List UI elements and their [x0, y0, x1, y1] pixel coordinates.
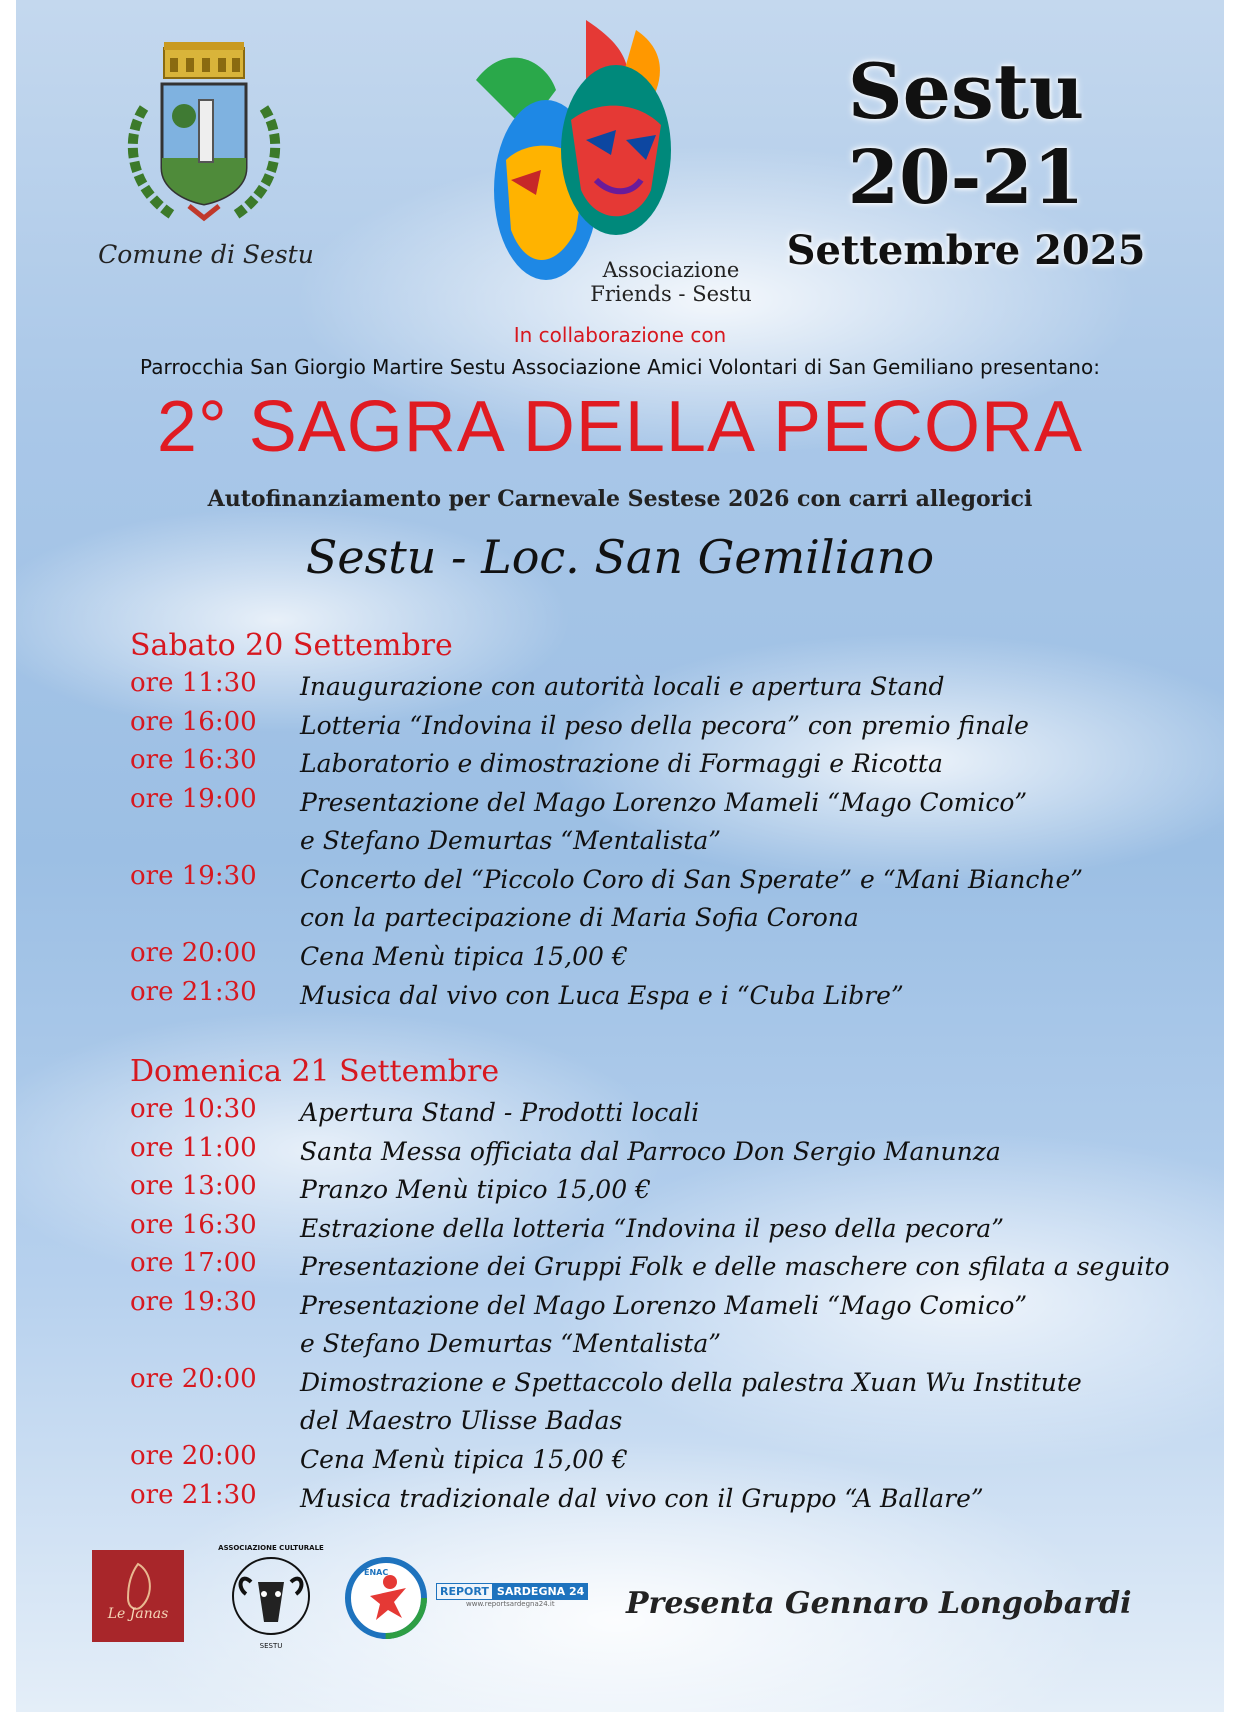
presenter-credit: Presenta Gennaro Longobardi [626, 1586, 1132, 1621]
event-location: Sestu - Loc. San Gemiliano [305, 530, 935, 584]
event-description-line: del Maestro Ulisse Badas [300, 1406, 623, 1436]
event-description [300, 1248, 1200, 1286]
event-description [300, 1441, 1200, 1479]
event-description [300, 1480, 1200, 1518]
ram-head-icon [216, 1552, 326, 1638]
event-description-line: Cena Menù tipica 15,00 € [300, 1445, 628, 1475]
event-description [300, 1094, 1200, 1132]
event-description [300, 977, 1200, 1015]
event-description-line: Cena Menù tipica 15,00 € [300, 942, 628, 972]
event-description-line: Musica tradizionale dal vivo con il Gruppo “A Ballare” [300, 1484, 984, 1513]
event-description-line: Inaugurazione con autorità locali e apertura Stand [300, 672, 945, 701]
event-description-line: Dimostrazione e Spettaccolo della palestra Xuan Wu Institute [300, 1368, 1082, 1398]
event-time: ore 21:30 [130, 1480, 257, 1510]
event-description [300, 938, 1200, 976]
association-line-2: Friends - Sestu [590, 282, 752, 306]
event-description [300, 1287, 1200, 1363]
le-janas-label: Le Janas [107, 1606, 169, 1622]
event-description-line: Santa Messa officiata dal Parroco Don Sergio Manunza [300, 1136, 1001, 1166]
event-time: ore 20:00 [130, 1441, 257, 1472]
le-janas-face-icon [92, 1550, 184, 1642]
report-label: REPORT [436, 1583, 493, 1600]
event-time: ore 20:00 [130, 1364, 257, 1395]
event-description-line: Pranzo Menù tipico 15,00 € [300, 1175, 651, 1205]
comune-label: Comune di Sestu [98, 240, 314, 269]
event-description [300, 784, 1200, 860]
event-time: ore 20:00 [130, 938, 257, 969]
enac-label: ENAC [364, 1568, 389, 1577]
event-description-line: Musica dal vivo con Luca Espa e i “Cuba Libre” [300, 980, 904, 1010]
association-label [571, 258, 771, 306]
event-time: ore 16:30 [130, 1209, 257, 1240]
event-month-year: Settembre 2025 [786, 227, 1146, 274]
report-sardegna-logo [436, 1580, 606, 1620]
sunday-title: Domenica 21 Settembre [130, 1054, 500, 1089]
event-subtitle: Autofinanziamento per Carnevale Sestese 2026 con carri allegorici [207, 486, 1033, 512]
event-time: ore 10:30 [130, 1094, 257, 1124]
event-time: ore 16:30 [130, 745, 257, 776]
event-description [300, 668, 1200, 706]
event-time: ore 11:00 [130, 1132, 257, 1163]
event-description-line: con la partecipazione di Maria Sofia Corona [300, 903, 859, 932]
event-description-line: Presentazione del Mago Lorenzo Mameli “Mago Comico” [300, 787, 1028, 817]
saturday-title: Sabato 20 Settembre [130, 628, 453, 663]
city-heading: Sestu [847, 47, 1085, 136]
event-time: ore 19:00 [130, 783, 257, 814]
le-janas-logo [92, 1550, 184, 1642]
association-line-1: Associazione [602, 258, 740, 282]
event-time: ore 13:00 [130, 1171, 257, 1202]
event-time: ore 19:30 [130, 861, 257, 891]
event-dates: 20-21 [847, 135, 1085, 221]
event-description-line: e Stefano Demurtas “Mentalista” [300, 1329, 722, 1358]
event-description-line: e Stefano Demurtas “Mentalista” [300, 825, 722, 855]
event-description-line: Laboratorio e dimostrazione di Formaggi e Ricotta [300, 749, 943, 779]
event-description-line: Lotteria “Indovina il peso della pecora” con premio finale [300, 710, 1029, 740]
event-description-line: Estrazione della lotteria “Indovina il peso della pecora” [300, 1213, 1004, 1243]
event-title: 2° SAGRA DELLA PECORA [156, 387, 1084, 467]
event-description-line: Apertura Stand - Prodotti locali [300, 1098, 700, 1127]
event-description [300, 861, 1200, 937]
cultural-association-logo [216, 1544, 326, 1654]
event-description [300, 1210, 1200, 1248]
event-time: ore 11:30 [130, 668, 257, 698]
coat-of-arms-icon [104, 38, 304, 228]
event-description [300, 745, 1200, 783]
event-time: ore 16:00 [130, 706, 257, 737]
cultural-association-bottom-label: SESTU [259, 1642, 283, 1650]
event-description [300, 707, 1200, 745]
event-poster [16, 0, 1224, 1712]
event-description-line: Presentazione del Mago Lorenzo Mameli “Mago Comico” [300, 1291, 1028, 1320]
event-time: ore 19:30 [130, 1287, 257, 1317]
event-description [300, 1364, 1200, 1440]
enac-logo [344, 1556, 428, 1640]
event-description-line: Presentazione dei Gruppi Folk e delle maschere con sfilata a seguito [300, 1252, 1170, 1282]
cultural-association-top-label: ASSOCIAZIONE CULTURALE [218, 1544, 324, 1552]
carnival-masks-icon [466, 20, 696, 290]
event-time: ore 21:30 [130, 976, 257, 1007]
event-time: ore 17:00 [130, 1248, 257, 1279]
collaboration-label: In collaborazione con [513, 323, 727, 347]
sardegna24-label: SARDEGNA 24 [493, 1583, 588, 1600]
event-description-line: Concerto del “Piccolo Coro di San Sperate” e “Mani Bianche” [300, 865, 1084, 894]
event-description [300, 1133, 1200, 1171]
event-description [300, 1171, 1200, 1209]
report-url: www.reportsardegna24.it [466, 1600, 555, 1608]
partners-line: Parrocchia San Giorgio Martire Sestu Associazione Amici Volontari di San Gemiliano presentano: [140, 355, 1100, 379]
